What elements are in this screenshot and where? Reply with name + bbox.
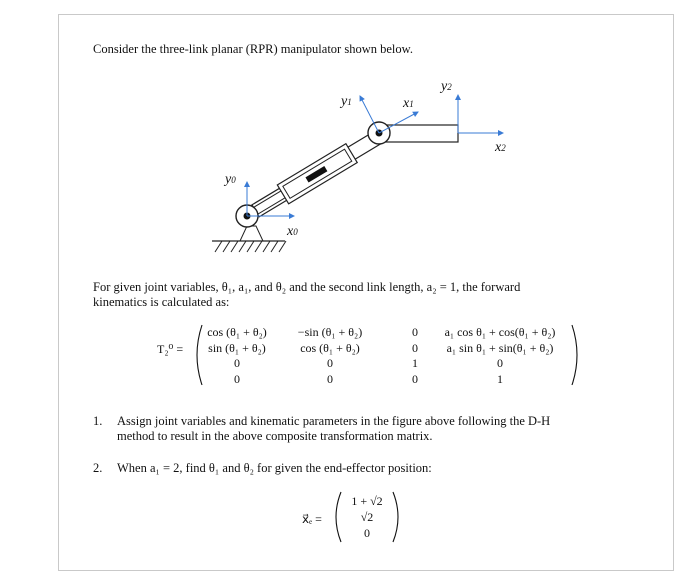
question-2-number: 2.	[93, 461, 103, 475]
fk-paragraph-line2: kinematics is calculated as:	[93, 295, 230, 309]
question-1-line2: method to result in the above composite transformation matrix.	[117, 429, 433, 443]
matrix-cell-r1c1: cos (θ₁ + θ₂)	[207, 325, 267, 339]
vector-cell-2: √2	[360, 510, 374, 524]
matrix-cell-r3c4: 0	[497, 356, 503, 370]
matrix-cell-r1c3: 0	[412, 325, 418, 339]
matrix-cell-r3c2: 0	[327, 356, 333, 370]
matrix-cell-r1c4: a₁ cos θ₁ + cos(θ₁ + θ₂)	[444, 325, 556, 339]
matrix-cell-r3c1: 0	[234, 356, 240, 370]
matrix-cell-r4c2: 0	[327, 372, 333, 386]
y1-label: y1	[341, 94, 352, 109]
fk-paragraph-line1: For given joint variables, θ₁, a₁, and θ₂ and the second link length, a₂ = 1, the forward	[93, 280, 521, 294]
question-2-line1: When a₁ = 2, find θ₁ and θ₂ for given the end-effector position:	[117, 461, 432, 475]
matrix-lhs: T₂⁰ =	[157, 342, 184, 356]
vector-cell-1: 1 + √2	[351, 494, 383, 508]
matrix-cell-r3c3: 1	[412, 356, 418, 370]
vector-lhs: x⃗ₑ =	[302, 512, 322, 526]
intro-text: Consider the three-link planar (RPR) manipulator shown below.	[93, 42, 413, 56]
matrix-cell-r2c3: 0	[412, 341, 418, 355]
vector-cell-3: 0	[364, 526, 370, 540]
matrix-cell-r2c1: sin (θ₁ + θ₂)	[208, 341, 266, 355]
x2-label: x2	[495, 140, 506, 155]
matrix-cell-r4c3: 0	[412, 372, 418, 386]
matrix-cell-r4c4: 1	[497, 372, 503, 386]
matrix-cell-r4c1: 0	[234, 372, 240, 386]
x0-label: x0	[287, 224, 298, 239]
matrix-cell-r1c2: −sin (θ₁ + θ₂)	[297, 325, 363, 339]
question-1-line1: Assign joint variables and kinematic parameters in the figure above following the D-H	[117, 414, 551, 428]
matrix-cell-r2c4: a₁ sin θ₁ + sin(θ₁ + θ₂)	[446, 341, 554, 355]
y0-label: y0	[225, 172, 236, 187]
y2-label: y2	[441, 79, 452, 94]
matrix-cell-r2c2: cos (θ₁ + θ₂)	[300, 341, 360, 355]
x1-label: x1	[403, 96, 414, 111]
question-1-number: 1.	[93, 414, 103, 428]
